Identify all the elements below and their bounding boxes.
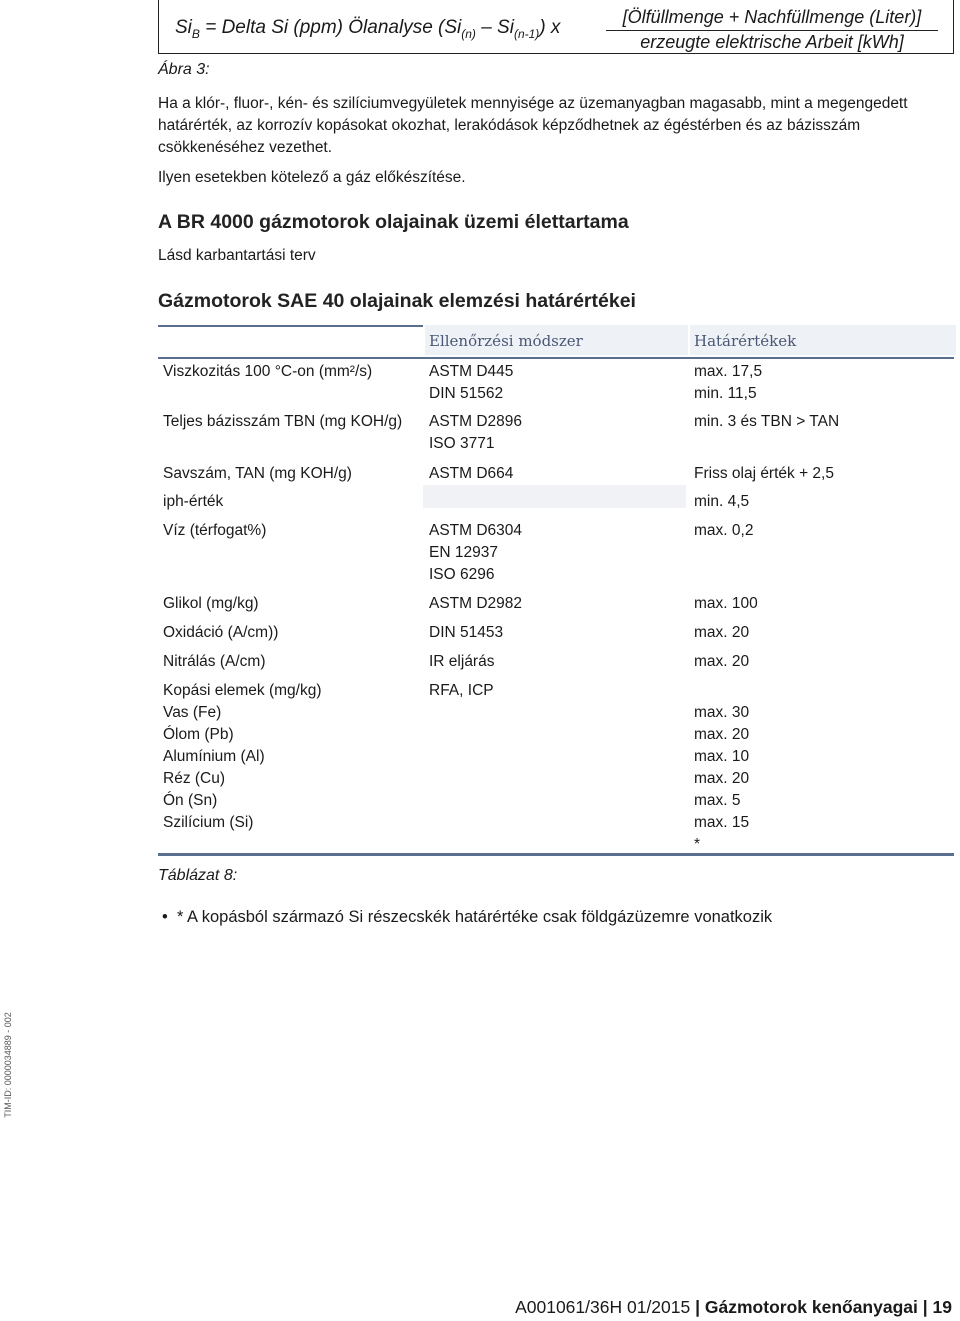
cell-method: ASTM D664 [429, 465, 514, 482]
table-caption: Táblázat 8: [158, 867, 238, 884]
table-row [158, 518, 954, 591]
cell-method: IR eljárás [429, 653, 495, 670]
table-row [158, 591, 954, 620]
paragraph-2: Ilyen esetekben kötelező a gáz előkészítése. [158, 169, 466, 186]
paragraph-1: Ha a klór-, fluor-, kén- és szilíciumvegyületek mennyisége az üzemanyagban magasabb, mint a megengedett határérték, az korrozív kopásokat okozhat, lerakódások képződhetnek az égéstérben és az bázisszám csökkenéséhez vezethet. [158, 95, 908, 156]
fraction-numerator: [Ölfüllmenge + Nachfüllmenge (Liter)] [606, 7, 938, 31]
cell-limit: max. 30 max. 20 max. 10 max. 20 max. 5 max. 15 * [694, 704, 750, 853]
formula-fraction [606, 7, 938, 53]
page-footer [515, 1297, 952, 1318]
fraction-denominator: erzeugte elektrische Arbeit [kWh] [640, 32, 904, 52]
footer-title: Gázmotorok kenőanyagai [704, 1297, 918, 1317]
footer-doc-code: A001061/36H 01/2015 [515, 1297, 691, 1317]
formula-text: = Delta Si (ppm) Ölanalyse (Si [199, 17, 462, 38]
cell-param: Oxidáció (A/cm)) [163, 624, 279, 641]
figure-caption: Ábra 3: [158, 61, 210, 78]
cell-param: Savszám, TAN (mg KOH/g) [163, 465, 352, 482]
header-method: Ellenőrzési módszer [429, 332, 583, 350]
cell-method: RFA, ICP [429, 682, 494, 699]
cell-param: Glikol (mg/kg) [163, 595, 259, 612]
cell-param: iph-érték [163, 493, 224, 510]
limits-table [158, 325, 954, 856]
formula-sub-n1: (n-1) [513, 26, 540, 41]
cell-param: Kopási elemek (mg/kg) Vas (Fe) Ólom (Pb) Alumínium (Al) Réz (Cu) Ón (Sn) Szilícium (Si) [163, 682, 322, 831]
cell-limit: max. 17,5 min. 11,5 [694, 363, 763, 402]
footer-page-number: 19 [932, 1297, 952, 1317]
cell-method: DIN 51453 [429, 624, 504, 641]
cell-method: ASTM D445 DIN 51562 [429, 363, 514, 402]
formula-si: Si [175, 17, 192, 38]
heading-oil-lifetime: A BR 4000 gázmotorok olajainak üzemi élettartama [158, 211, 629, 233]
empty-method-cell-shade [423, 485, 686, 508]
cell-param: Víz (térfogat%) [163, 522, 267, 539]
table-row [158, 620, 954, 649]
table-row [158, 359, 954, 409]
table-row [158, 409, 954, 461]
formula-sub-b: B [191, 26, 200, 41]
bullet-icon: • [162, 908, 168, 926]
header-limit: Határértékek [694, 332, 797, 350]
cell-method: ASTM D2896 ISO 3771 [429, 413, 523, 452]
footnote-line [162, 908, 772, 927]
cell-param: Nitrálás (A/cm) [163, 653, 266, 670]
formula-box [158, 0, 954, 54]
side-tim-id: TIM-ID: 0000034889 - 002 [3, 1012, 13, 1118]
footer-separator: | [695, 1297, 701, 1317]
heading-limit-values: Gázmotorok SAE 40 olajainak elemzési határértékei [158, 290, 636, 312]
table-header [158, 325, 954, 359]
maintenance-plan-note: Lásd karbantartási terv [158, 247, 316, 264]
table-bottom-rule [158, 853, 954, 856]
footer-separator-2: | [922, 1297, 928, 1317]
cell-limit: Friss olaj érték + 2,5 [694, 465, 834, 482]
cell-param: Teljes bázisszám TBN (mg KOH/g) [163, 413, 403, 430]
cell-method: ASTM D2982 [429, 595, 523, 612]
table-row [158, 649, 954, 678]
formula-minus: – Si [475, 17, 514, 38]
cell-limit: max. 0,2 [694, 522, 754, 539]
cell-limit: min. 4,5 [694, 493, 750, 510]
cell-limit: min. 3 és TBN > TAN [694, 413, 840, 430]
cell-limit: max. 20 [694, 624, 750, 641]
footnote-text: * A kopásból származó Si részecskék határértéke csak földgázüzemre vonatkozik [176, 908, 773, 926]
formula-left-side [175, 17, 560, 41]
cell-param: Viszkozitás 100 °C-on (mm²/s) [163, 363, 373, 380]
formula-end: ) x [539, 17, 561, 38]
cell-method: ASTM D6304 EN 12937 ISO 6296 [429, 522, 523, 583]
cell-limit: max. 100 [694, 595, 758, 612]
cell-limit: max. 20 [694, 653, 750, 670]
formula-sub-n: (n) [461, 26, 476, 41]
table-row [158, 678, 954, 856]
